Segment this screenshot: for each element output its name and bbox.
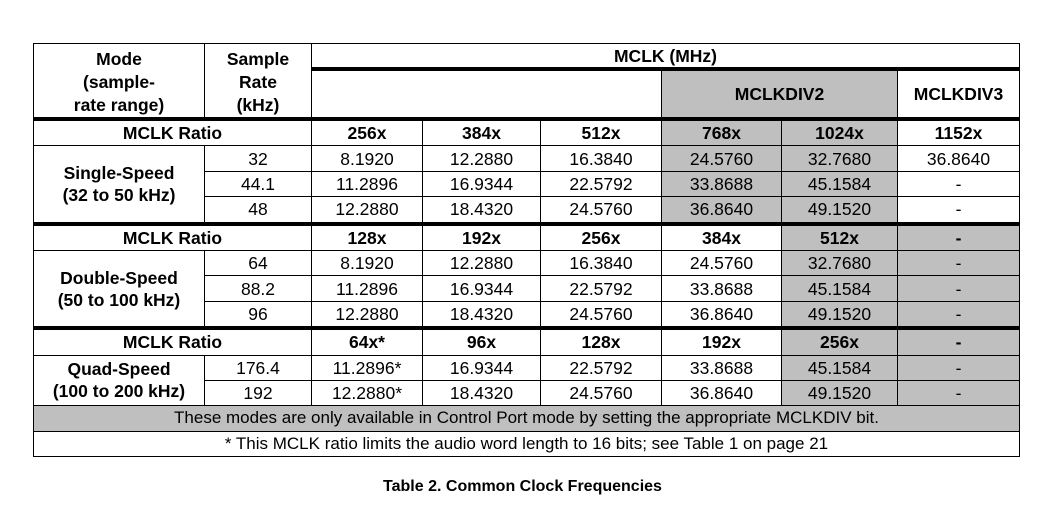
footnote: * This MCLK ratio limits the audio word length to 16 bits; see Table 1 on page 21 <box>34 431 1020 456</box>
header-row <box>34 44 1020 70</box>
frequency-cell: 24.5760 <box>662 146 782 171</box>
mode-label-line: Quad-Speed <box>67 359 171 380</box>
header-line: (sample- <box>83 72 155 92</box>
header-line: Rate <box>239 72 277 92</box>
frequency-cell: 49.1520 <box>782 301 898 328</box>
mclkdiv2-header: MCLKDIV2 <box>662 69 898 119</box>
sample-rate-cell: 96 <box>205 301 312 328</box>
frequency-cell: 24.5760 <box>541 380 662 405</box>
frequency-cell: 18.4320 <box>423 301 541 328</box>
ratio-cell: 768x <box>662 119 782 146</box>
frequency-cell: 8.1920 <box>312 146 423 171</box>
frequency-cell: - <box>898 380 1020 405</box>
frequency-cell: 18.4320 <box>423 380 541 405</box>
frequency-cell: 36.8640 <box>662 380 782 405</box>
mode-label-line: Single-Speed <box>63 162 175 183</box>
frequency-cell: 12.2880 <box>312 301 423 328</box>
note-row <box>34 431 1020 456</box>
ratio-cell: 192x <box>423 224 541 251</box>
ratio-cell: 64x* <box>312 328 423 355</box>
sample-rate-cell: 192 <box>205 380 312 405</box>
note-row <box>34 406 1020 431</box>
frequency-cell: 32.7680 <box>782 250 898 275</box>
ratio-cell: - <box>898 224 1020 251</box>
frequency-cell: 16.9344 <box>423 355 541 380</box>
frequency-cell: - <box>898 197 1020 224</box>
mode-label <box>34 355 205 406</box>
sample-rate-cell: 32 <box>205 146 312 171</box>
frequency-cell: 16.3840 <box>541 146 662 171</box>
clock-frequency-table <box>33 43 1020 457</box>
frequency-cell: 33.8688 <box>662 276 782 301</box>
ratio-row <box>34 328 1020 355</box>
sample-rate-cell: 64 <box>205 250 312 275</box>
frequency-cell: 16.3840 <box>541 250 662 275</box>
frequency-cell: 18.4320 <box>423 197 541 224</box>
frequency-cell: 11.2896* <box>312 355 423 380</box>
sample-rate-cell: 48 <box>205 197 312 224</box>
frequency-cell: 45.1584 <box>782 355 898 380</box>
ratio-label: MCLK Ratio <box>34 328 312 355</box>
frequency-cell: 11.2896 <box>312 276 423 301</box>
sample-rate-column-header <box>205 44 312 120</box>
frequency-cell: 16.9344 <box>423 171 541 196</box>
ratio-cell: 512x <box>541 119 662 146</box>
table-body <box>34 44 1020 457</box>
frequency-cell: 36.8640 <box>898 146 1020 171</box>
ratio-cell: - <box>898 328 1020 355</box>
frequency-cell: 22.5792 <box>541 355 662 380</box>
ratio-label: MCLK Ratio <box>34 119 312 146</box>
frequency-cell: 45.1584 <box>782 171 898 196</box>
header-line: rate range) <box>73 95 165 115</box>
ratio-cell: 384x <box>423 119 541 146</box>
frequency-cell: 24.5760 <box>541 301 662 328</box>
sample-rate-cell: 44.1 <box>205 171 312 196</box>
ratio-cell: 1024x <box>782 119 898 146</box>
ratio-cell: 1152x <box>898 119 1020 146</box>
control-port-note: These modes are only available in Control Port mode by setting the appropriate MCLKDIV bit. <box>34 406 1020 431</box>
ratio-cell: 96x <box>423 328 541 355</box>
ratio-row <box>34 224 1020 251</box>
mclkdiv3-header: MCLKDIV3 <box>898 69 1020 119</box>
frequency-cell: - <box>898 171 1020 196</box>
ratio-cell: 384x <box>662 224 782 251</box>
frequency-cell: 12.2880 <box>423 250 541 275</box>
frequency-cell: 16.9344 <box>423 276 541 301</box>
table-caption: Table 2. Common Clock Frequencies <box>383 478 662 495</box>
table-row <box>34 146 1020 171</box>
frequency-cell: 22.5792 <box>541 276 662 301</box>
frequency-cell: 36.8640 <box>662 301 782 328</box>
frequency-cell: - <box>898 250 1020 275</box>
frequency-cell: 32.7680 <box>782 146 898 171</box>
frequency-cell: 12.2880 <box>312 197 423 224</box>
frequency-cell: 22.5792 <box>541 171 662 196</box>
sample-rate-cell: 88.2 <box>205 276 312 301</box>
mode-label-line: (32 to 50 kHz) <box>62 184 176 205</box>
mode-label <box>34 146 205 224</box>
frequency-cell: 33.8688 <box>662 355 782 380</box>
frequency-cell: 24.5760 <box>662 250 782 275</box>
header-line: Mode <box>96 49 142 69</box>
ratio-cell: 256x <box>541 224 662 251</box>
header-line: Sample <box>226 49 290 69</box>
frequency-cell: 11.2896 <box>312 171 423 196</box>
frequency-cell: - <box>898 301 1020 328</box>
ratio-cell: 256x <box>312 119 423 146</box>
frequency-cell: 36.8640 <box>662 197 782 224</box>
frequency-cell: 12.2880* <box>312 380 423 405</box>
sample-rate-cell: 176.4 <box>205 355 312 380</box>
table-row <box>34 250 1020 275</box>
mode-label-line: (50 to 100 kHz) <box>57 289 181 310</box>
header-line: (kHz) <box>236 95 280 115</box>
frequency-cell: 49.1520 <box>782 380 898 405</box>
frequency-cell: 49.1520 <box>782 197 898 224</box>
frequency-cell: 24.5760 <box>541 197 662 224</box>
mode-label <box>34 250 205 328</box>
ratio-row <box>34 119 1020 146</box>
mclk-header: MCLK (MHz) <box>312 44 1020 70</box>
mode-column-header <box>34 44 205 120</box>
ratio-cell: 256x <box>782 328 898 355</box>
table-row <box>34 355 1020 380</box>
blank-header-cell <box>312 69 662 119</box>
frequency-cell: - <box>898 355 1020 380</box>
ratio-cell: 192x <box>662 328 782 355</box>
mode-label-line: (100 to 200 kHz) <box>52 381 186 402</box>
frequency-cell: 33.8688 <box>662 171 782 196</box>
frequency-cell: - <box>898 276 1020 301</box>
ratio-label: MCLK Ratio <box>34 224 312 251</box>
ratio-cell: 128x <box>312 224 423 251</box>
frequency-cell: 12.2880 <box>423 146 541 171</box>
ratio-cell: 512x <box>782 224 898 251</box>
frequency-cell: 8.1920 <box>312 250 423 275</box>
ratio-cell: 128x <box>541 328 662 355</box>
frequency-cell: 45.1584 <box>782 276 898 301</box>
mode-label-line: Double-Speed <box>60 267 178 288</box>
